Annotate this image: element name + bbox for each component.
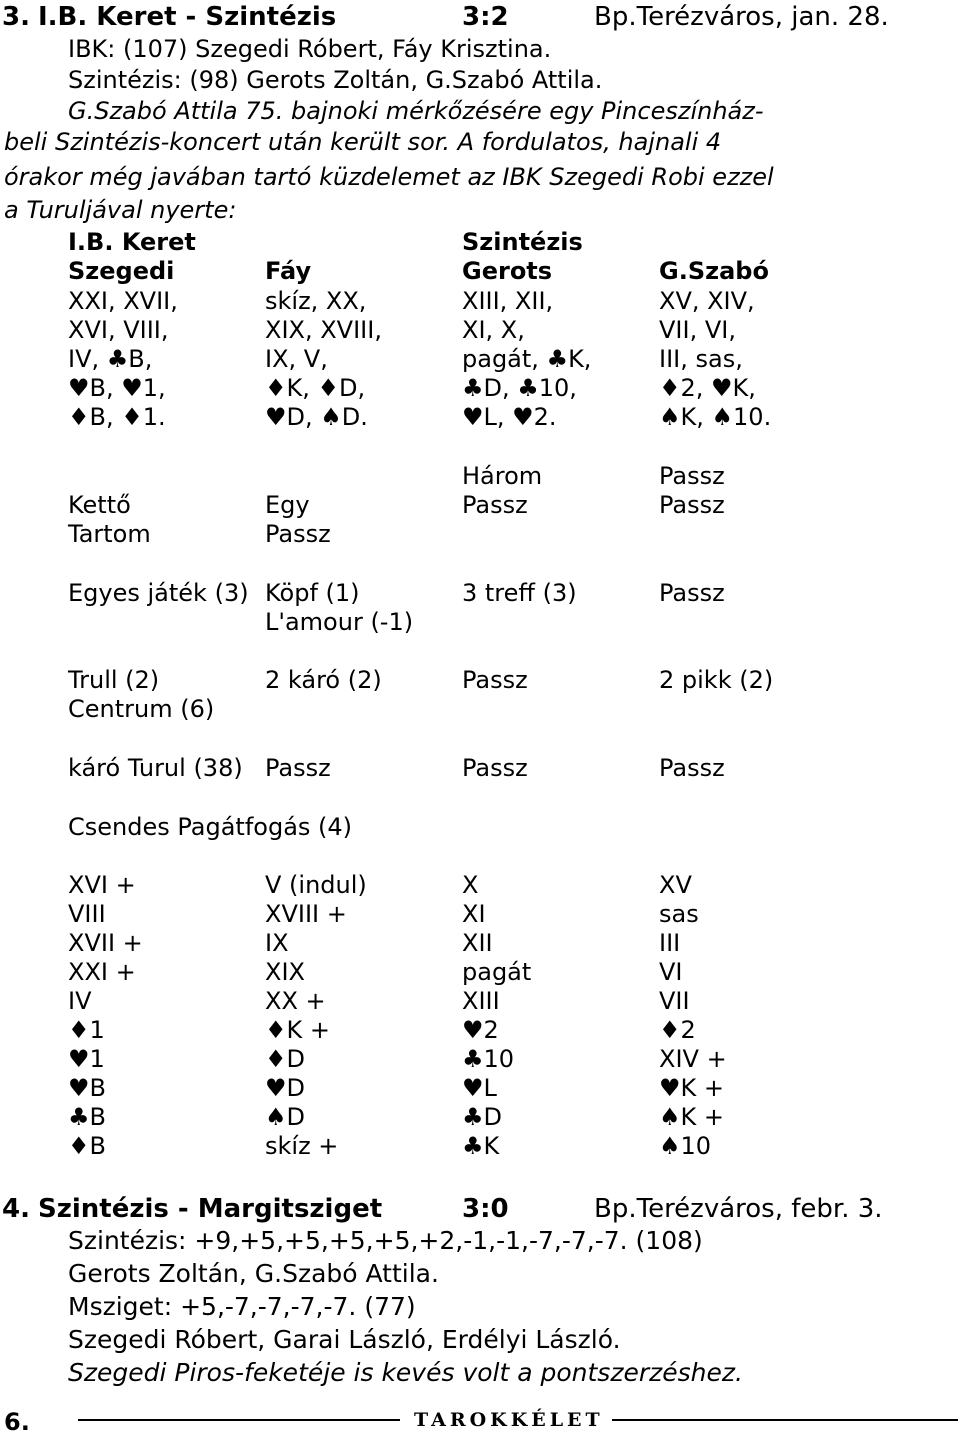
play-cell: XI [462, 900, 486, 928]
match4-comment: Szegedi Piros-feketéje is kevés volt a pontszerzéshez. [68, 1358, 743, 1387]
match4-line-1: Szintézis: +9,+5,+5,+5,+5,+2,-1,-1,-7,-7,-7. (108) [68, 1226, 703, 1255]
announce-cell: Köpf (1) [265, 579, 360, 607]
hand-cell: ♠K, ♠10. [659, 403, 772, 431]
bid-cell: Passz [659, 491, 725, 519]
match3-story-3: órakor még javában tartó küzdelemet az IBK Szegedi Robi ezzel [4, 163, 774, 191]
play-cell: XII [462, 929, 493, 957]
announce-cell: L'amour (-1) [265, 608, 414, 636]
match4-number: 4. [2, 1194, 30, 1224]
play-cell: ♦1 [68, 1016, 105, 1044]
match4-score: 3:0 [462, 1194, 509, 1224]
footer-rule-left [78, 1419, 400, 1421]
play-cell: ♥D [265, 1074, 305, 1102]
play-cell: ♣10 [462, 1045, 515, 1073]
play-cell: III [659, 929, 681, 957]
match3-ibk-line: IBK: (107) Szegedi Róbert, Fáy Krisztina. [68, 35, 552, 63]
play-cell: ♣D [462, 1103, 502, 1131]
play-cell: ♦D [265, 1045, 305, 1073]
hand-cell: ♥B, ♥1, [68, 374, 166, 402]
hand-cell: ♥D, ♠D. [265, 403, 368, 431]
play-cell: XVI + [68, 871, 136, 899]
match3-place: Bp.Terézváros, jan. 28. [594, 2, 889, 32]
announce-cell: Passz [462, 666, 528, 694]
play-cell: skíz + [265, 1132, 339, 1160]
bid-cell: Passz [462, 491, 528, 519]
match3-number: 3. [2, 2, 30, 32]
play-cell: sas [659, 900, 699, 928]
play-cell: V (indul) [265, 871, 367, 899]
play-cell: ♣B [68, 1103, 106, 1131]
hand-cell: pagát, ♣K, [462, 345, 592, 373]
hand-cell: XXI, XVII, [68, 287, 178, 315]
match3-teams: I.B. Keret - Szintézis [38, 2, 337, 32]
hand-cell: III, sas, [659, 345, 743, 373]
match3-szintezis-line: Szintézis: (98) Gerots Zoltán, G.Szabó Attila. [68, 66, 603, 94]
play-cell: XIV + [659, 1045, 727, 1073]
team-header-ibk: I.B. Keret [68, 228, 196, 256]
play-cell: XXI + [68, 958, 136, 986]
hand-cell: XI, X, [462, 316, 525, 344]
announce-cell: Csendes Pagátfogás (4) [68, 813, 353, 841]
hand-cell: ♥L, ♥2. [462, 403, 557, 431]
player-szegedi: Szegedi [68, 257, 175, 285]
team-header-szintezis: Szintézis [462, 228, 583, 256]
bid-cell: Kettő [68, 491, 131, 519]
play-cell: ♥L [462, 1074, 497, 1102]
hand-cell: IX, V, [265, 345, 328, 373]
hand-cell: ♣D, ♣10, [462, 374, 577, 402]
play-cell: IX [265, 929, 289, 957]
play-cell: ♥B [68, 1074, 106, 1102]
hand-cell: IV, ♣B, [68, 345, 153, 373]
match4-line-3: Msziget: +5,-7,-7,-7,-7. (77) [68, 1292, 416, 1321]
play-cell: VII [659, 987, 690, 1015]
play-cell: XVIII + [265, 900, 347, 928]
hand-cell: ♦B, ♦1. [68, 403, 166, 431]
play-cell: IV [68, 987, 92, 1015]
announce-cell: Centrum (6) [68, 695, 215, 723]
page-number: 6. [4, 1408, 30, 1436]
bid-cell: Három [462, 462, 543, 490]
hand-cell: XVI, VIII, [68, 316, 169, 344]
magazine-title: TAROKKÉLET [414, 1409, 604, 1431]
play-cell: ♥1 [68, 1045, 105, 1073]
bid-cell: Passz [265, 520, 331, 548]
play-cell: XV [659, 871, 692, 899]
announce-cell: 2 káró (2) [265, 666, 382, 694]
match3-story-1: G.Szabó Attila 75. bajnoki mérkőzésére egy Pinceszínház- [68, 97, 764, 125]
announce-cell: 2 pikk (2) [659, 666, 774, 694]
play-cell: ♠K + [659, 1103, 724, 1131]
announce-cell: káró Turul (38) [68, 754, 243, 782]
hand-cell: XIX, XVIII, [265, 316, 382, 344]
play-cell: ♦B [68, 1132, 106, 1160]
match4-line-4: Szegedi Róbert, Garai László, Erdélyi László. [68, 1325, 621, 1354]
announce-cell: 3 treff (3) [462, 579, 577, 607]
play-cell: ♠10 [659, 1132, 712, 1160]
announce-cell: Passz [265, 754, 331, 782]
bid-cell: Egy [265, 491, 310, 519]
match4-line-2: Gerots Zoltán, G.Szabó Attila. [68, 1259, 439, 1288]
play-cell: VI [659, 958, 683, 986]
play-cell: XIX [265, 958, 305, 986]
bid-cell: Passz [659, 462, 725, 490]
bid-cell: Tartom [68, 520, 151, 548]
match4-teams: Szintézis - Margitsziget [38, 1194, 383, 1224]
play-cell: ♥K + [659, 1074, 724, 1102]
announce-cell: Passz [659, 579, 725, 607]
play-cell: X [462, 871, 479, 899]
match3-story-2: beli Szintézis-koncert után került sor. A fordulatos, hajnali 4 [4, 128, 722, 156]
hand-cell: XV, XIV, [659, 287, 755, 315]
hand-cell: VII, VI, [659, 316, 736, 344]
announce-cell: Egyes játék (3) [68, 579, 249, 607]
play-cell: XX + [265, 987, 326, 1015]
announce-cell: Passz [659, 754, 725, 782]
player-fay: Fáy [265, 257, 312, 285]
hand-cell: XIII, XII, [462, 287, 554, 315]
hand-cell: ♦K, ♦D, [265, 374, 366, 402]
match3-story-4: a Turuljával nyerte: [4, 196, 237, 224]
footer-rule-right [612, 1419, 958, 1421]
announce-cell: Trull (2) [68, 666, 160, 694]
play-cell: ♥2 [462, 1016, 499, 1044]
announce-cell: Passz [462, 754, 528, 782]
play-cell: XVII + [68, 929, 143, 957]
play-cell: pagát [462, 958, 532, 986]
player-gszabo: G.Szabó [659, 257, 769, 285]
play-cell: ♦2 [659, 1016, 696, 1044]
play-cell: ♣K [462, 1132, 500, 1160]
match4-place: Bp.Terézváros, febr. 3. [594, 1194, 883, 1224]
play-cell: XIII [462, 987, 500, 1015]
hand-cell: ♦2, ♥K, [659, 374, 756, 402]
hand-cell: skíz, XX, [265, 287, 367, 315]
player-gerots: Gerots [462, 257, 553, 285]
play-cell: ♠D [265, 1103, 305, 1131]
play-cell: VIII [68, 900, 106, 928]
play-cell: ♦K + [265, 1016, 330, 1044]
match3-score: 3:2 [462, 2, 509, 32]
